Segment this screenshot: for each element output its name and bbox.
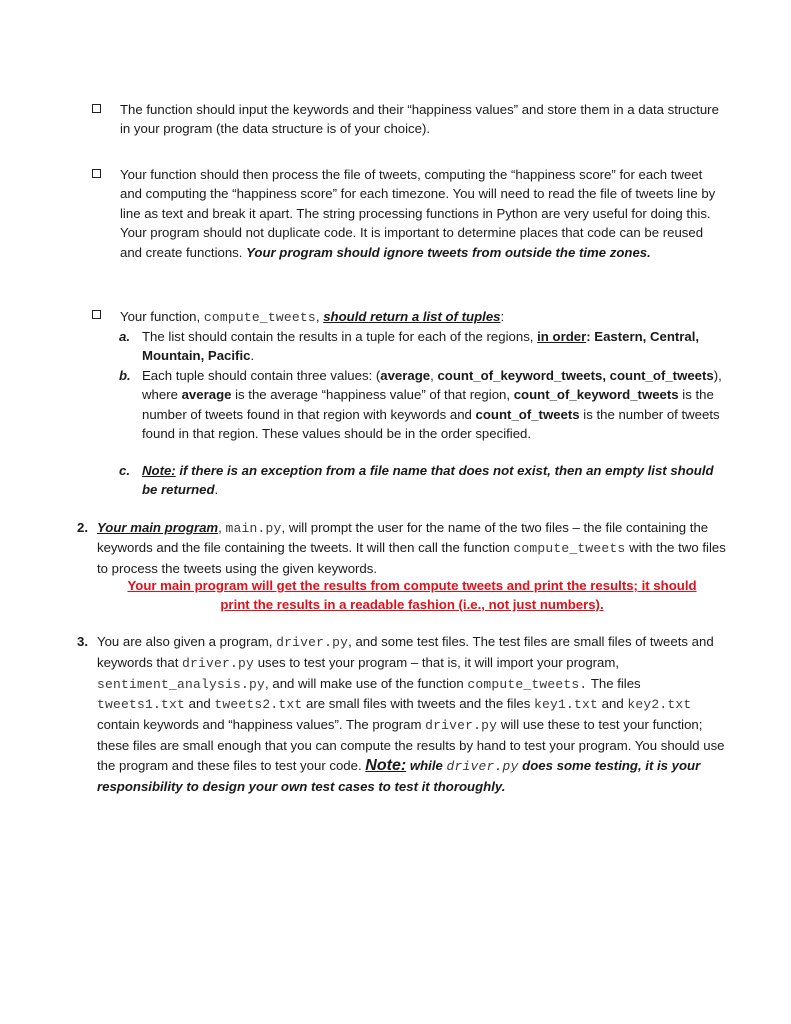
sub-label-c: c. [119, 463, 130, 478]
responsibility-note: does some testing, it is your responsibility to design your own test cases to test it thoroughly. [97, 757, 701, 794]
code-key2-txt: key2.txt [627, 697, 692, 713]
checkbox-bullet-icon [92, 169, 101, 178]
note-label: Note: [365, 756, 407, 774]
item-number-2: 2. [77, 520, 88, 535]
text: The files [587, 675, 641, 691]
bullet-return-tuples [120, 307, 725, 327]
term-average: average [380, 368, 431, 383]
code-sentiment-analysis-py: sentiment_analysis.py [97, 676, 266, 692]
text: , and some test files. The test files are small files of tweets and keywords that [97, 634, 714, 670]
text: with the two files to process the tweets using the given keywords. [97, 540, 726, 576]
text: , and will make use of the function [265, 675, 468, 691]
red-requirement-line-2: print the results in a readable fashion (i.e., not just numbers). [220, 597, 604, 612]
text: , [430, 368, 438, 383]
note-label: Note: [142, 463, 176, 478]
text: , will prompt the user for the name of the two files – the file containing the keywords and the file containing the tweets. It will then call the function [97, 520, 709, 556]
text: The list should contain the results in a tuple for each of the regions, [142, 329, 538, 344]
text: : [500, 309, 505, 324]
code-tweets1-txt: tweets1.txt [97, 697, 186, 713]
text: , [218, 520, 226, 535]
sub-label-b: b. [119, 368, 131, 383]
return-list-emphasis: should return a list of tuples [323, 309, 501, 324]
sub-item-b [142, 366, 727, 444]
text: and [185, 696, 215, 712]
main-program-label: Your main program [97, 520, 219, 535]
item-driver-testing [97, 632, 727, 796]
regions-list: : Eastern, Central, Mountain, Pacific [142, 329, 700, 364]
bullet-process-tweets [120, 165, 725, 262]
code-key1-txt: key1.txt [534, 697, 599, 713]
ignore-tweets-emphasis: Your program should ignore tweets from outside the time zones. [246, 244, 651, 260]
text: Each tuple should contain three values: ( [142, 368, 381, 383]
code-driver-py: driver.py [276, 635, 349, 650]
bullet-keywords-input [120, 100, 725, 139]
term-count-keyword-tweets: count_of_keyword_tweets [513, 387, 679, 403]
term-count-tweets: count_of_tweets [475, 406, 580, 422]
code-compute-tweets: compute_tweets [203, 310, 316, 325]
text: contain keywords and “happiness values”. The program [97, 717, 426, 733]
checkbox-bullet-icon [92, 104, 101, 113]
text: is the number of tweets found in that region. These values should be in the order specified. [142, 406, 720, 442]
sub-item-a [142, 327, 727, 366]
checkbox-bullet-icon [92, 310, 101, 319]
text: You are also given a program, [97, 634, 277, 649]
text: Your function, [120, 309, 204, 324]
text: will use these to test your function; these files are small enough that you can compute the results by hand to test your program. You should use the program and these files to test your code. [97, 717, 725, 773]
term-average: average [181, 387, 232, 403]
code-driver-py: driver.py [182, 655, 255, 671]
text: and [598, 696, 628, 712]
text: . [214, 482, 219, 498]
bullet-text: Your function should then process the file of tweets, computing the “happiness score” for each tweet and computing the “happiness score” for each timezone. You will need to read the file of tweets line by line as text and break it apart. The string processing functions in Python are very useful for doing this. Your program should not duplicate code. It is important to determine places that code can be reused and create functions. [120, 167, 716, 260]
text: is the number of tweets found in that region with keywords and [142, 387, 714, 422]
code-driver-py: driver.py [446, 758, 519, 774]
text: uses to test your program – that is, it will import your program, [254, 654, 620, 670]
term-counts: count_of_keyword_tweets, count_of_tweets [437, 368, 714, 383]
bullet-text: The function should input the keywords and their “happiness values” and store them in a data structure in your program (the data structure is of your choice). [120, 102, 719, 137]
code-compute-tweets: compute_tweets. [467, 676, 588, 692]
text: . [250, 348, 255, 364]
text: is the average “happiness value” of that region, [231, 387, 514, 403]
sub-item-c [142, 461, 727, 500]
item-number-3: 3. [77, 634, 88, 649]
code-main-py: main.py [225, 521, 282, 536]
text: while [406, 757, 447, 773]
code-compute-tweets: compute_tweets [513, 541, 626, 557]
code-driver-py: driver.py [425, 718, 498, 734]
text: , [315, 309, 324, 324]
code-tweets2-txt: tweets2.txt [214, 697, 303, 713]
note-text: if there is an exception from a file name that does not exist, then an empty list should be returned [142, 463, 714, 498]
text: are small files with tweets and the files [302, 696, 534, 712]
sub-label-a: a. [119, 329, 130, 344]
item-main-program [97, 518, 727, 578]
in-order-emphasis: in order [537, 329, 587, 344]
text: ), where [142, 368, 722, 403]
red-requirement-line-1: Your main program will get the results from compute tweets and print the results; it should [127, 578, 697, 593]
